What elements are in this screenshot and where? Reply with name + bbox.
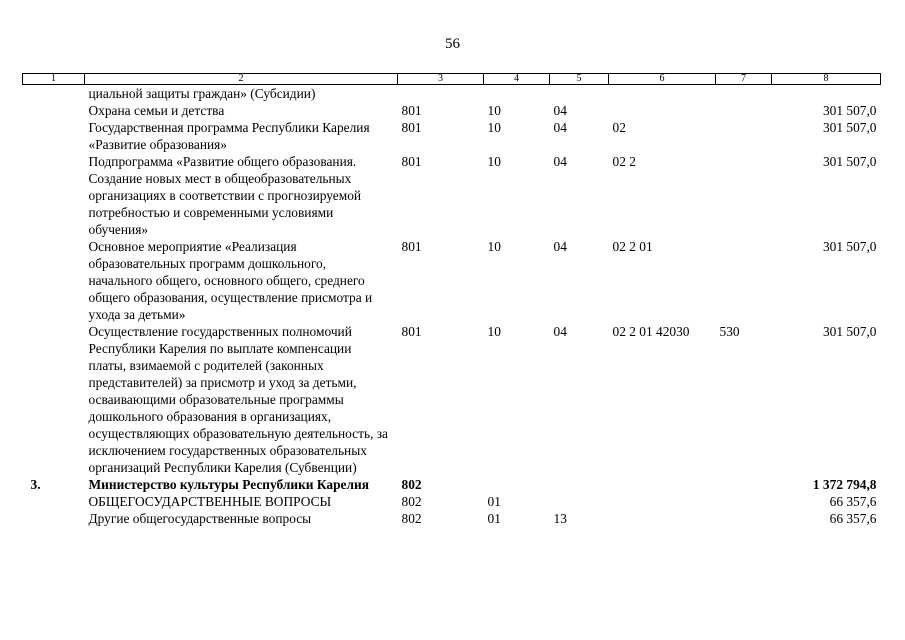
row-expense-type: [716, 153, 772, 238]
row-amount: 301 507,0: [822, 239, 877, 254]
row-name: Подпрограмма «Развитие общего образования. Создание новых мест в общеобразовательных организациях в соответствии с прогнозируемой потребностью и современными условиями обучения»: [88, 154, 362, 237]
row-subsection: 04: [553, 154, 567, 169]
header-col-7: 7: [716, 74, 772, 85]
row-target-article: [609, 102, 716, 119]
row-subsection: 04: [553, 324, 567, 339]
table-row: [23, 323, 881, 476]
row-subsection: 13: [553, 511, 567, 526]
row-subsection: [550, 85, 609, 103]
row-admin-code: 802: [401, 477, 422, 492]
table-row: [23, 493, 881, 510]
row-admin-code: 802: [401, 511, 422, 526]
row-expense-type: [716, 493, 772, 510]
row-section: [484, 476, 550, 493]
row-index: 3.: [30, 477, 41, 492]
row-target-article: 02 2 01 42030: [612, 324, 690, 339]
row-target-article: [609, 476, 716, 493]
row-section: 01: [487, 494, 501, 509]
row-section: 10: [487, 120, 501, 135]
row-amount: [772, 85, 881, 103]
row-name: Государственная программа Республики Карелия «Развитие образования»: [88, 120, 370, 152]
row-amount: 301 507,0: [822, 120, 877, 135]
row-index: [23, 119, 85, 153]
header-col-5: 5: [550, 74, 609, 85]
row-name: Другие общегосударственные вопросы: [88, 511, 312, 526]
row-index: [23, 323, 85, 476]
row-subsection: 04: [553, 239, 567, 254]
row-index: [23, 153, 85, 238]
header-col-8: 8: [772, 74, 881, 85]
row-index: [23, 85, 85, 103]
table-row: [23, 102, 881, 119]
row-amount: 66 357,6: [829, 494, 877, 509]
row-amount: 301 507,0: [822, 154, 877, 169]
header-row: [23, 74, 881, 85]
row-section: 10: [487, 103, 501, 118]
row-expense-type: [716, 510, 772, 527]
row-section: 01: [487, 511, 501, 526]
row-expense-type: [716, 102, 772, 119]
row-subsection: [550, 493, 609, 510]
table-row: [23, 476, 881, 493]
header-col-4: 4: [484, 74, 550, 85]
row-subsection: 04: [553, 120, 567, 135]
row-admin-code: 801: [401, 154, 422, 169]
row-section: 10: [487, 154, 501, 169]
row-target-article: 02: [612, 120, 626, 135]
row-expense-type: [716, 476, 772, 493]
row-amount: 66 357,6: [829, 511, 877, 526]
table-row: [23, 153, 881, 238]
row-admin-code: 802: [401, 494, 422, 509]
row-index: [23, 102, 85, 119]
header-col-1: 1: [23, 74, 85, 85]
row-section: 10: [487, 324, 501, 339]
row-index: [23, 238, 85, 323]
row-subsection: [550, 476, 609, 493]
header-col-3: 3: [398, 74, 484, 85]
row-section: [484, 85, 550, 103]
row-target-article: [609, 510, 716, 527]
table-row: [23, 119, 881, 153]
row-expense-type: [716, 119, 772, 153]
row-name: Осуществление государственных полномочий Республики Карелия по выплате компенсации платы, взимаемой с родителей (законных представителей) за присмотр и уход за детьми, осваивающими образовательные программы дошкольного образования в организациях, осуществляющих образовательную деятельность, за исключением государственных образовательных организаций Республики Карелия (Субвенции): [88, 324, 389, 475]
row-expense-type: [716, 238, 772, 323]
table-row: [23, 85, 881, 103]
row-subsection: 04: [553, 103, 567, 118]
row-admin-code: 801: [401, 239, 422, 254]
row-amount: 301 507,0: [822, 324, 877, 339]
row-name: циальной защиты граждан» (Субсидии): [88, 86, 316, 101]
row-admin-code: 801: [401, 120, 422, 135]
header-col-2: 2: [85, 74, 398, 85]
table-row: [23, 510, 881, 527]
row-index: [23, 510, 85, 527]
row-admin-code: [398, 85, 484, 103]
row-admin-code: 801: [401, 324, 422, 339]
row-name: Охрана семьи и детства: [88, 103, 225, 118]
row-target-article: 02 2: [612, 154, 636, 169]
table-body: [23, 85, 881, 528]
table-row: [23, 238, 881, 323]
row-name: ОБЩЕГОСУДАРСТВЕННЫЕ ВОПРОСЫ: [88, 494, 332, 509]
row-target-article: [609, 493, 716, 510]
row-admin-code: 801: [401, 103, 422, 118]
row-target-article: [609, 85, 716, 103]
row-amount: 1 372 794,8: [812, 477, 877, 492]
row-target-article: 02 2 01: [612, 239, 653, 254]
row-amount: 301 507,0: [822, 103, 877, 118]
page-number: 56: [445, 36, 460, 52]
header-col-6: 6: [609, 74, 716, 85]
row-name: Министерство культуры Республики Карелия: [88, 477, 369, 492]
row-expense-type: [716, 85, 772, 103]
row-section: 10: [487, 239, 501, 254]
budget-table: [22, 73, 881, 527]
row-name: Основное мероприятие «Реализация образовательных программ дошкольного, начального общего, основного общего, среднего общего образования, осуществление присмотра и ухода за детьми»: [88, 239, 373, 322]
row-expense-type: 530: [719, 324, 740, 339]
row-index: [23, 493, 85, 510]
